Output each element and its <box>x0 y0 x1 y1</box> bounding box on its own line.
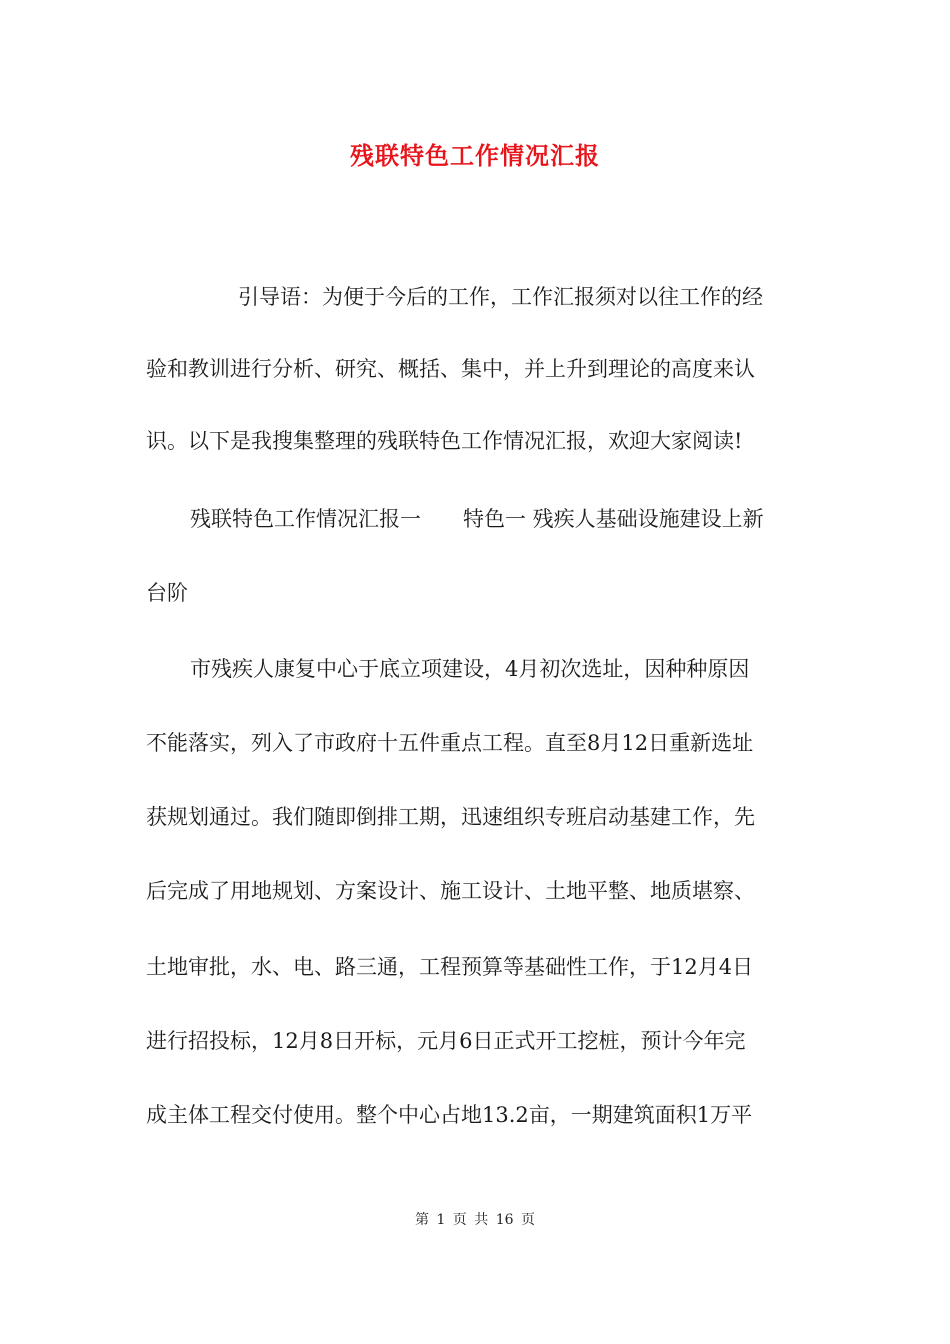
text-line-2: 验和教训进行分析、研究、概括、集中，并上升到理论的高度来认 <box>146 357 755 381</box>
text-line-3: 识。以下是我搜集整理的残联特色工作情况汇报，欢迎大家阅读! <box>146 429 743 453</box>
text-line-4: 残联特色工作情况汇报一 特色一 残疾人基础设施建设上新 <box>190 507 764 531</box>
text-line-1: 引导语：为便于今后的工作，工作汇报须对以往工作的经 <box>238 285 763 309</box>
text-line-5: 台阶 <box>146 581 188 605</box>
text-line-8: 获规划通过。我们随即倒排工期，迅速组织专班启动基建工作，先 <box>146 805 755 829</box>
text-line-7: 不能落实，列入了市政府十五件重点工程。直至8月12日重新选址 <box>146 731 754 755</box>
text-line-12: 成主体工程交付使用。整个中心占地13.2亩，一期建筑面积1万平 <box>146 1103 753 1127</box>
page-footer: 第 1 页 共 16 页 <box>415 1212 535 1228</box>
text-line-10: 土地审批，水、电、路三通，工程预算等基础性工作，于12月4日 <box>146 955 754 979</box>
text-line-9: 后完成了用地规划、方案设计、施工设计、土地平整、地质堪察、 <box>146 879 755 903</box>
text-line-11: 进行招投标，12月8日开标，元月6日正式开工挖桩，预计今年完 <box>146 1029 746 1053</box>
text-line-6: 市残疾人康复中心于底立项建设，4月初次选址，因种种原因 <box>190 657 750 681</box>
document-title: 残联特色工作情况汇报 <box>350 142 600 170</box>
